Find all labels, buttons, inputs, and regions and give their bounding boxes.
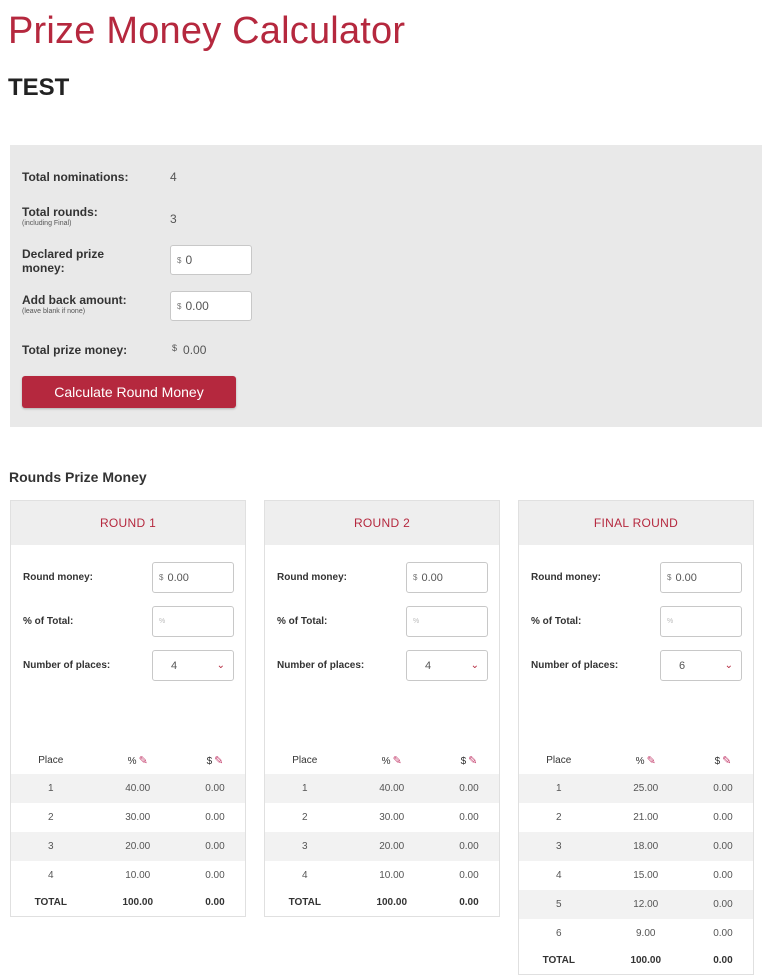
pct-cell: 10.00 — [379, 870, 405, 881]
pct-total-row — [11, 606, 245, 638]
round-money-label: Round money: — [531, 572, 601, 583]
round-card — [518, 500, 754, 975]
amount-cell: 0.00 — [205, 870, 225, 881]
place-cell: 4 — [301, 870, 308, 881]
round-money-label: Round money: — [23, 572, 93, 583]
places-row — [265, 650, 499, 682]
round-body — [11, 545, 245, 916]
total-row — [519, 948, 753, 972]
table-row — [11, 774, 245, 803]
currency-symbol: $ — [172, 343, 178, 353]
pct-total-input[interactable] — [660, 606, 742, 637]
pct-cell: 20.00 — [345, 832, 439, 861]
pct-cell: 40.00 — [91, 774, 185, 803]
place-cell: 1 — [11, 774, 91, 803]
total-pct-cell: 100.00 — [122, 896, 154, 908]
total-prize-value — [172, 343, 206, 357]
pct-placeholder: % — [159, 618, 166, 625]
pct-header[interactable] — [345, 746, 439, 774]
pct-cell: 10.00 — [125, 870, 151, 881]
total-row — [11, 890, 245, 914]
round-money-input[interactable] — [660, 562, 742, 593]
place-cell: 3 — [11, 832, 91, 861]
nominations-label: Total nominations: — [22, 170, 129, 184]
rounds-label-text: Total rounds: — [22, 205, 98, 219]
amount-cell: 0.00 — [459, 870, 479, 881]
total-label-cell: TOTAL — [34, 896, 67, 908]
currency-symbol: $ — [159, 573, 164, 582]
pct-cell: 9.00 — [636, 928, 656, 939]
place-cell: 2 — [301, 812, 308, 823]
places-select[interactable] — [152, 650, 234, 681]
round-body — [265, 545, 499, 916]
places-table — [265, 746, 499, 914]
table-row — [519, 832, 753, 861]
round-card — [264, 500, 500, 917]
rounds-label — [22, 205, 98, 228]
places-row — [11, 650, 245, 682]
amount-cell: 0.00 — [205, 812, 225, 823]
places-value: 6 — [679, 659, 686, 672]
amount-cell: 0.00 — [439, 832, 499, 861]
addback-value: 0.00 — [185, 299, 209, 313]
places-label: Number of places: — [531, 660, 619, 671]
currency-symbol: $ — [667, 573, 672, 582]
total-label-cell: TOTAL — [288, 896, 321, 908]
total-pct-cell: 100.00 — [630, 954, 662, 966]
pencil-icon[interactable]: ✎ — [392, 754, 402, 767]
currency-symbol: $ — [177, 301, 182, 311]
place-cell: 2 — [47, 812, 54, 823]
chevron-down-icon: ⌄ — [724, 660, 733, 671]
place-cell: 5 — [519, 890, 599, 919]
chevron-down-icon: ⌄ — [216, 660, 225, 671]
declared-label: Declared prize money: — [22, 247, 105, 275]
pct-header[interactable] — [91, 746, 185, 774]
pct-total-input[interactable] — [406, 606, 488, 637]
place-cell: 3 — [519, 832, 599, 861]
pencil-icon[interactable]: ✎ — [138, 754, 148, 767]
round-title: FINAL ROUND — [519, 501, 753, 545]
nominations-value: 4 — [170, 170, 177, 184]
pct-placeholder: % — [667, 618, 674, 625]
place-cell: 6 — [555, 928, 562, 939]
pct-placeholder: % — [413, 618, 420, 625]
dollar-header-label: $ — [460, 755, 467, 767]
table-row — [519, 919, 753, 948]
table-row — [265, 774, 499, 803]
round-money-label: Round money: — [277, 572, 347, 583]
pencil-icon[interactable]: ✎ — [646, 754, 656, 767]
rounds-section-title: Rounds Prize Money — [9, 469, 147, 485]
amount-cell: 0.00 — [713, 928, 733, 939]
round-money-row — [11, 562, 245, 594]
table-header-row — [519, 746, 753, 774]
place-cell: 4 — [47, 870, 54, 881]
pct-cell: 30.00 — [125, 812, 151, 823]
pct-header[interactable] — [599, 746, 693, 774]
addback-sublabel: (leave blank if none) — [22, 308, 86, 315]
declared-prize-value: 0 — [185, 253, 193, 267]
dollar-header[interactable] — [439, 746, 499, 774]
place-cell: 1 — [519, 774, 599, 803]
dollar-header-label: $ — [206, 755, 213, 767]
total-label-cell: TOTAL — [542, 954, 575, 966]
places-table — [11, 746, 245, 914]
places-table — [519, 746, 753, 972]
amount-cell: 0.00 — [713, 812, 733, 823]
table-row — [519, 803, 753, 832]
pct-cell: 20.00 — [91, 832, 185, 861]
table-header-row — [11, 746, 245, 774]
addback-label — [22, 293, 127, 316]
amount-cell: 0.00 — [693, 890, 753, 919]
round-money-input[interactable] — [152, 562, 234, 593]
round-money-value: 0.00 — [421, 571, 443, 584]
total-prize-label: Total prize money: — [22, 343, 128, 357]
place-header: Place — [292, 754, 318, 766]
dollar-header[interactable] — [693, 746, 753, 774]
pct-total-row — [265, 606, 499, 638]
amount-cell: 0.00 — [713, 870, 733, 881]
place-header: Place — [38, 754, 64, 766]
total-amount-cell: 0.00 — [205, 896, 225, 908]
pencil-icon[interactable]: ✎ — [468, 754, 478, 767]
page-title: Prize Money Calculator — [8, 10, 406, 52]
declared-prize-input[interactable] — [170, 245, 252, 275]
amount-cell: 0.00 — [185, 832, 245, 861]
table-header-row — [265, 746, 499, 774]
event-name: TEST — [8, 74, 70, 101]
pct-total-input[interactable] — [152, 606, 234, 637]
amount-cell: 0.00 — [439, 774, 499, 803]
pct-total-label: % of Total: — [23, 616, 74, 627]
pct-header-label: % — [127, 755, 137, 767]
pct-cell: 21.00 — [633, 812, 659, 823]
table-row — [265, 803, 499, 832]
round-money-row — [519, 562, 753, 594]
round-money-value: 0.00 — [675, 571, 697, 584]
round-body — [519, 545, 753, 974]
rounds-value: 3 — [170, 212, 177, 226]
place-cell: 2 — [555, 812, 562, 823]
currency-symbol: $ — [413, 573, 418, 582]
places-value: 4 — [425, 659, 432, 672]
pencil-icon[interactable]: ✎ — [214, 754, 224, 767]
place-cell: 3 — [265, 832, 345, 861]
addback-input[interactable] — [170, 291, 252, 321]
place-cell: 4 — [555, 870, 562, 881]
addback-label-text: Add back amount: — [22, 293, 127, 307]
table-row — [519, 890, 753, 919]
pencil-icon[interactable]: ✎ — [722, 754, 732, 767]
table-row — [519, 861, 753, 890]
pct-total-label: % of Total: — [531, 616, 582, 627]
places-value: 4 — [171, 659, 178, 672]
pct-header-label: % — [635, 755, 645, 767]
table-row — [519, 774, 753, 803]
amount-cell: 0.00 — [459, 812, 479, 823]
table-row — [11, 861, 245, 890]
places-label: Number of places: — [277, 660, 365, 671]
places-select[interactable] — [660, 650, 742, 681]
total-amount-cell: 0.00 — [713, 954, 733, 966]
pct-total-label: % of Total: — [277, 616, 328, 627]
round-money-row — [265, 562, 499, 594]
pct-header-label: % — [381, 755, 391, 767]
places-select[interactable] — [406, 650, 488, 681]
rounds-sublabel: (including Final) — [22, 220, 72, 227]
amount-cell: 0.00 — [693, 832, 753, 861]
table-row — [11, 832, 245, 861]
dollar-header[interactable] — [185, 746, 245, 774]
places-label: Number of places: — [23, 660, 111, 671]
place-cell: 1 — [265, 774, 345, 803]
amount-cell: 0.00 — [185, 774, 245, 803]
pct-cell: 18.00 — [599, 832, 693, 861]
total-prize-amount: 0.00 — [183, 343, 207, 357]
pct-cell: 25.00 — [599, 774, 693, 803]
round-money-value: 0.00 — [167, 571, 189, 584]
round-title: ROUND 1 — [11, 501, 245, 545]
total-amount-cell: 0.00 — [459, 896, 479, 908]
pct-cell: 12.00 — [599, 890, 693, 919]
table-row — [265, 832, 499, 861]
pct-total-row — [519, 606, 753, 638]
total-pct-cell: 100.00 — [376, 896, 408, 908]
round-title: ROUND 2 — [265, 501, 499, 545]
table-row — [11, 803, 245, 832]
currency-symbol: $ — [177, 255, 182, 265]
summary-panel — [10, 145, 762, 427]
pct-cell: 40.00 — [345, 774, 439, 803]
table-row — [265, 861, 499, 890]
places-row — [519, 650, 753, 682]
amount-cell: 0.00 — [693, 774, 753, 803]
round-money-input[interactable] — [406, 562, 488, 593]
pct-cell: 30.00 — [379, 812, 405, 823]
dollar-header-label: $ — [714, 755, 721, 767]
calculate-round-money-button[interactable]: Calculate Round Money — [22, 376, 236, 408]
pct-cell: 15.00 — [633, 870, 659, 881]
total-row — [265, 890, 499, 914]
round-card — [10, 500, 246, 917]
chevron-down-icon: ⌄ — [470, 660, 479, 671]
place-header: Place — [546, 754, 572, 766]
